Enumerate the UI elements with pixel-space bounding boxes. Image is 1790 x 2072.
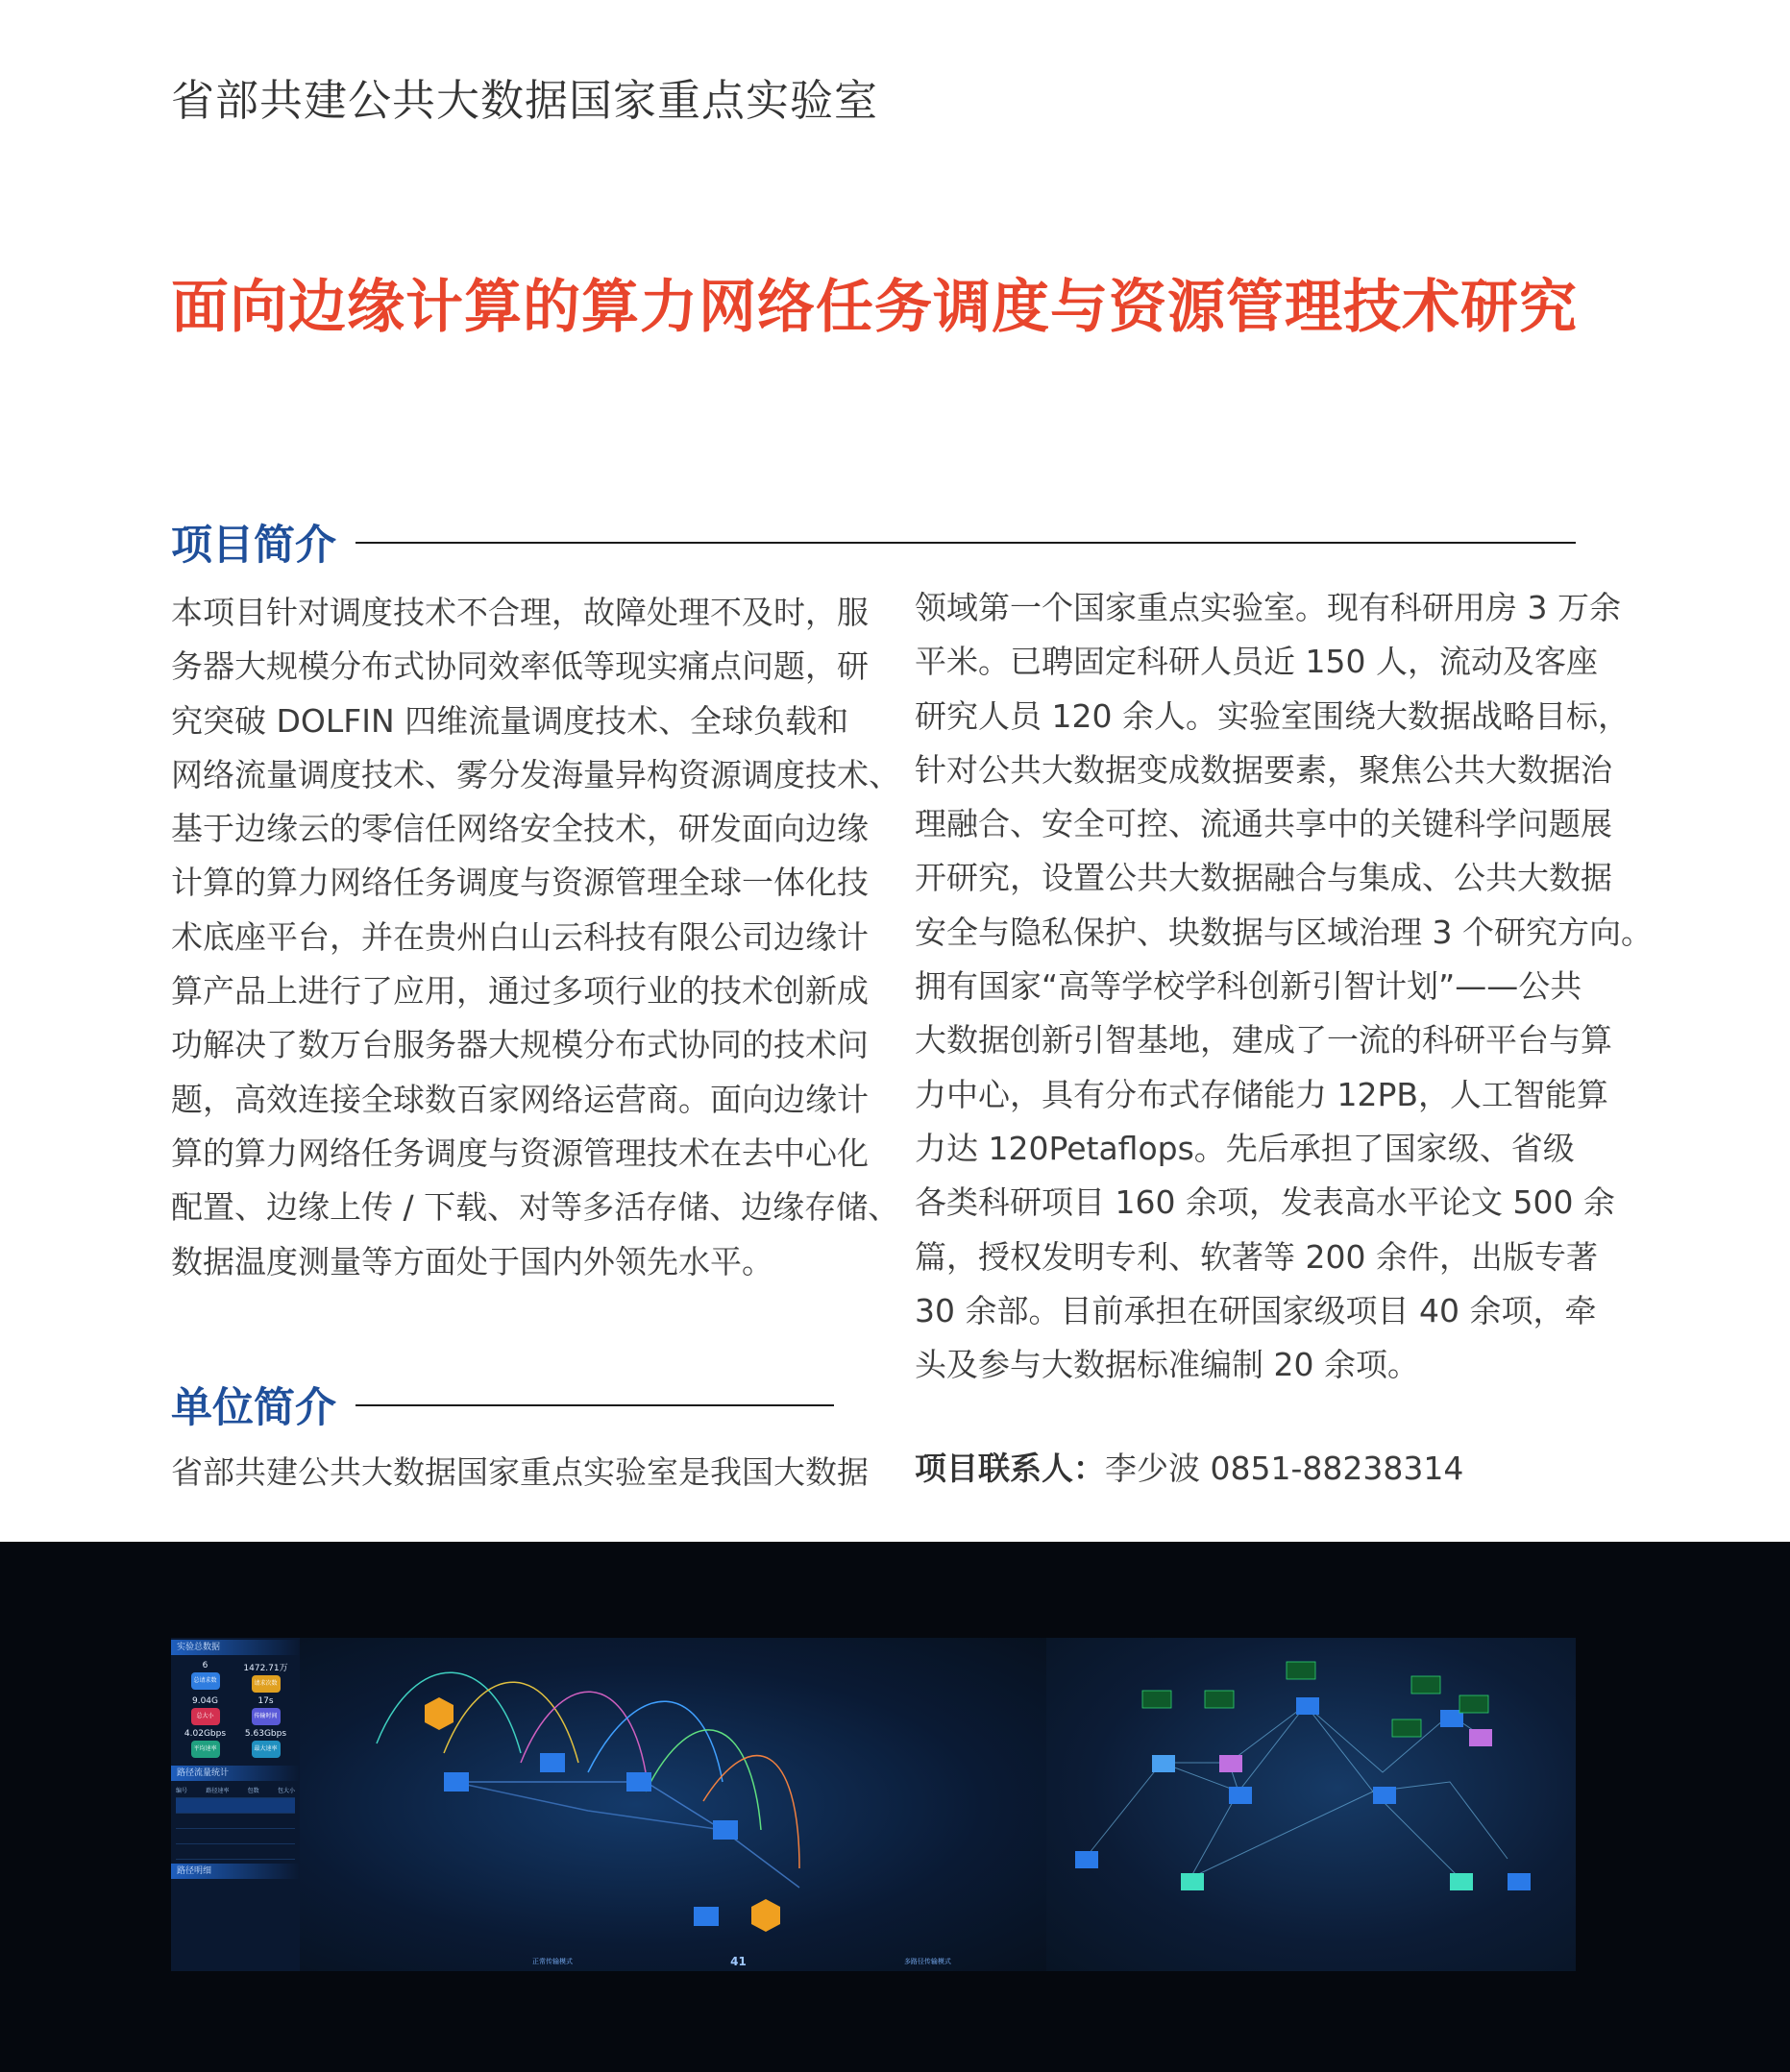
server-node-icon xyxy=(1450,1873,1473,1890)
stat-value: 6 xyxy=(202,1661,208,1670)
table-header-row xyxy=(176,1783,295,1798)
flat-link xyxy=(454,1782,799,1888)
mode-bar xyxy=(454,1951,1030,1971)
target-node-icon xyxy=(751,1899,780,1932)
unit-intro-text xyxy=(915,581,1653,1392)
text-line: 安全与隐私保护、块数据与区域治理 3 个研究方向。 xyxy=(915,913,1653,951)
project-heading-rule xyxy=(356,542,1576,544)
stats-grid xyxy=(171,1655,300,1764)
network-topology-right xyxy=(1046,1638,1576,1971)
page-title: 面向边缘计算的算力网络任务调度与资源管理技术研究 xyxy=(171,274,1578,341)
unit-intro-first-line xyxy=(171,1446,869,1499)
text-line: 究突破 DOLFIN 四维流量调度技术、全球负载和 xyxy=(171,701,849,740)
unit-heading-label: 单位简介 xyxy=(171,1384,336,1432)
traffic-label-box xyxy=(1142,1691,1171,1708)
stat-badge: 平均速率 xyxy=(191,1741,220,1758)
mode-label-normal: 正常传输模式 xyxy=(532,1957,574,1965)
stat-item xyxy=(177,1696,233,1725)
stat-item xyxy=(237,1729,294,1758)
traffic-label-box xyxy=(1392,1719,1421,1737)
table-header-cell: 路径速率 xyxy=(206,1788,230,1794)
text-line: 题，高效连接全球数百家网络运营商。面向边缘计 xyxy=(171,1080,869,1118)
text-line: 数据温度测量等方面处于国内外领先水平。 xyxy=(171,1242,773,1280)
project-contact xyxy=(915,1444,1463,1489)
text-line: 头及参与大数据标准编制 20 余项。 xyxy=(915,1346,1419,1384)
network-topology-left xyxy=(300,1638,1046,1971)
path-table xyxy=(171,1781,300,1862)
text-line: 务器大规模分布式协同效率低等现实痛点问题，研 xyxy=(171,647,869,686)
text-line: 领域第一个国家重点实验室。现有科研用房 3 万余 xyxy=(915,589,1621,626)
server-node-icon xyxy=(1373,1787,1396,1804)
text-line: 省部共建公共大数据国家重点实验室是我国大数据 xyxy=(171,1453,869,1491)
table-row xyxy=(176,1844,295,1860)
text-line: 针对公共大数据变成数据要素，聚焦公共大数据治 xyxy=(915,750,1612,789)
mesh-nodes xyxy=(1075,1697,1531,1890)
traffic-label-box xyxy=(1287,1662,1315,1679)
stat-value: 4.02Gbps xyxy=(184,1729,227,1739)
server-node-icon xyxy=(1469,1729,1492,1746)
traffic-label-box xyxy=(1205,1691,1234,1708)
stats-panel-title: 实验总数据 xyxy=(171,1640,300,1655)
project-intro-text xyxy=(171,586,900,1289)
stat-item xyxy=(237,1696,294,1725)
topology-graphic-left xyxy=(300,1638,1046,1971)
stats-panel xyxy=(171,1638,301,1971)
text-line: 计算的算力网络任务调度与资源管理全球一体化技 xyxy=(171,864,869,902)
mesh-links xyxy=(1085,1705,1508,1878)
stat-badge: 总请求数 xyxy=(191,1672,220,1690)
stat-badge: 传输时间 xyxy=(252,1708,281,1725)
stat-badge: 最大速率 xyxy=(252,1741,281,1758)
arc-link xyxy=(646,1730,761,1830)
text-line: 力达 120Petaflops。先后承担了国家级、省级 xyxy=(915,1129,1575,1167)
mode-counter: 41 xyxy=(730,1954,747,1968)
system-screenshot xyxy=(171,1638,1576,1971)
table-header-cell: 包大小 xyxy=(277,1788,295,1794)
stat-value: 1472.71万 xyxy=(243,1664,288,1673)
table-header-cell: 包数 xyxy=(247,1788,259,1794)
mesh-link xyxy=(1190,1763,1459,1878)
text-line: 开研究，设置公共大数据融合与集成、公共大数据 xyxy=(915,859,1612,897)
text-line: 篇，授权发明专利、软著等 200 余件，出版专著 xyxy=(915,1237,1598,1276)
arc-link xyxy=(444,1682,578,1763)
text-line: 网络流量调度技术、雾分发海量异构资源调度技术、 xyxy=(171,755,900,793)
project-section-heading xyxy=(171,513,1576,572)
route-detail xyxy=(171,1879,300,1887)
text-line: 30 余部。目前承担在研国家级项目 40 余项，牵 xyxy=(915,1291,1597,1329)
text-line: 拥有国家“高等学校学科创新引智计划”——公共 xyxy=(915,967,1582,1006)
stat-value: 5.63Gbps xyxy=(244,1729,287,1739)
traffic-label-box xyxy=(1411,1676,1440,1694)
text-line: 理融合、安全可控、流通共享中的关键科学问题展 xyxy=(915,805,1612,843)
server-node-icon xyxy=(540,1753,565,1772)
flat-link xyxy=(454,1782,723,1830)
text-line: 基于边缘云的零信任网络安全技术，研发面向边缘 xyxy=(171,810,869,848)
route-title: 路径明细 xyxy=(171,1864,300,1879)
server-node-icon xyxy=(1075,1851,1098,1868)
server-node-icon xyxy=(694,1907,719,1926)
project-heading-label: 项目简介 xyxy=(171,522,336,570)
unit-section-heading xyxy=(171,1376,834,1434)
traffic-label-box xyxy=(1459,1695,1488,1713)
stat-item xyxy=(177,1729,233,1758)
text-line: 算的算力网络任务调度与资源管理技术在去中心化 xyxy=(171,1134,869,1172)
text-line: 各类科研项目 160 余项，发表高水平论文 500 余 xyxy=(915,1183,1615,1222)
topology-graphic-right xyxy=(1046,1638,1576,1971)
text-line: 平米。已聘固定科研人员近 150 人，流动及客座 xyxy=(915,643,1598,681)
server-node-icon xyxy=(1229,1787,1252,1804)
text-line: 力中心，具有分布式存储能力 12PB，人工智能算 xyxy=(915,1075,1609,1113)
contact-label: 项目联系人： xyxy=(915,1450,1105,1487)
stat-value: 17s xyxy=(257,1696,274,1706)
stat-badge: 总大小 xyxy=(191,1708,220,1725)
server-node-icon xyxy=(1296,1697,1319,1715)
unit-heading-rule xyxy=(356,1404,834,1406)
server-node-icon xyxy=(1181,1873,1204,1890)
stat-item xyxy=(237,1661,294,1693)
arc-link xyxy=(521,1692,646,1772)
stat-badge: 请求次数 xyxy=(252,1675,281,1693)
text-line: 功解决了数万台服务器大规模分布式协同的技术问 xyxy=(171,1026,869,1064)
server-node-icon xyxy=(1219,1755,1242,1772)
contact-value: 李少波 0851-88238314 xyxy=(1105,1450,1464,1487)
text-line: 大数据创新引智基地，建成了一流的科研平台与算 xyxy=(915,1021,1612,1060)
table-header-cell: 编号 xyxy=(176,1788,188,1794)
server-node-icon xyxy=(1508,1873,1531,1890)
source-node-icon xyxy=(425,1697,454,1730)
text-line: 术底座平台，并在贵州白山云科技有限公司边缘计 xyxy=(171,917,869,956)
table-title: 路径流量统计 xyxy=(171,1766,300,1781)
table-row xyxy=(176,1829,295,1844)
arc-link xyxy=(588,1701,723,1782)
topology-nodes xyxy=(425,1697,780,1932)
server-node-icon xyxy=(626,1772,651,1792)
text-line: 算产品上进行了应用，通过多项行业的技术创新成 xyxy=(171,972,869,1011)
stat-item xyxy=(177,1661,233,1693)
text-line: 配置、边缘上传 / 下载、对等多活存储、边缘存储、 xyxy=(171,1188,900,1227)
server-node-icon xyxy=(713,1820,738,1840)
server-node-icon xyxy=(1152,1755,1175,1772)
text-line: 研究人员 120 余人。实验室围绕大数据战略目标， xyxy=(915,696,1630,735)
stat-value: 9.04G xyxy=(191,1696,218,1706)
table-row xyxy=(176,1798,295,1814)
table-row xyxy=(176,1814,295,1829)
text-line: 本项目针对调度技术不合理，故障处理不及时，服 xyxy=(171,594,869,631)
org-header: 省部共建公共大数据国家重点实验室 xyxy=(171,75,879,126)
mode-label-multipath: 多路径传输模式 xyxy=(903,1957,951,1965)
server-node-icon xyxy=(444,1772,469,1792)
